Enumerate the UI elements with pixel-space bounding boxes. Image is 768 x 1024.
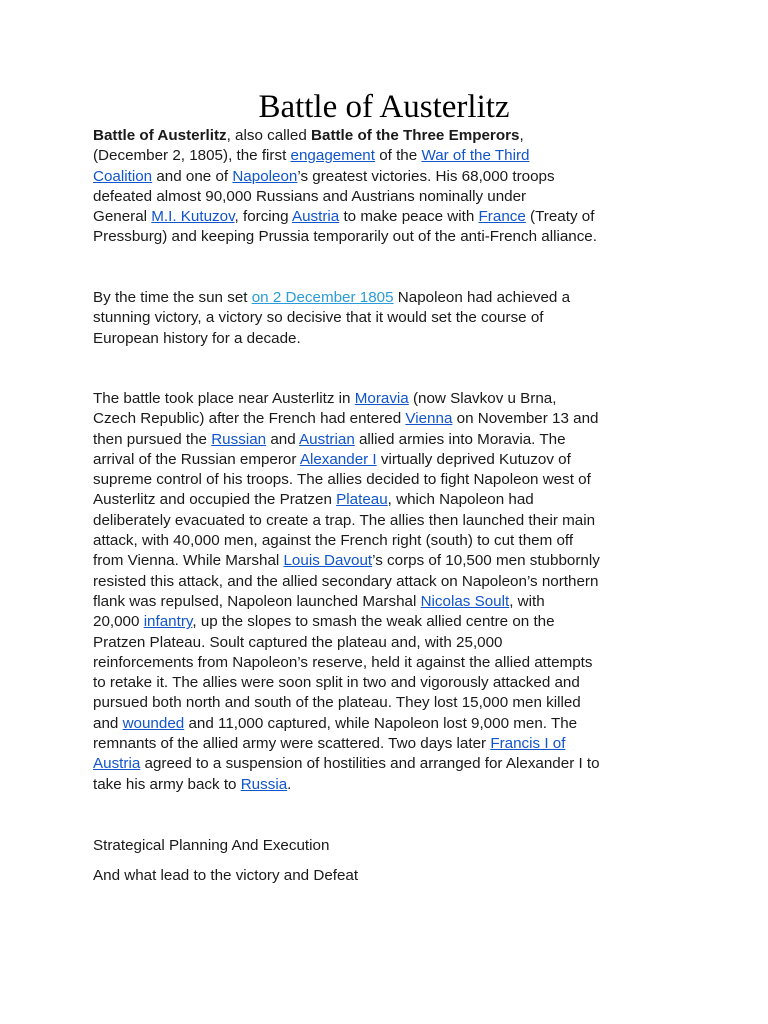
text-run: The battle took place near Austerlitz in [93,390,355,407]
text-run: then pursued the [93,430,212,448]
text-run: agreed to a suspension of hostilities and arranged for Alexander I to [140,755,600,773]
link-russian[interactable]: Russian [211,430,267,448]
text-line [93,187,683,207]
text-run: , with [509,592,545,610]
link-vienna[interactable]: Vienna [405,410,453,428]
section-heading-strategical: Strategical Planning And Execution [93,837,330,854]
link-austrian[interactable]: Austrian [299,430,355,448]
bold-term: Battle of the Three Emperors [311,127,520,144]
text-line [93,673,683,693]
text-run: remnants of the allied army were scattered. Two days later [93,735,491,753]
link-napoleon[interactable]: Napoleon [232,167,298,185]
text-line [93,288,683,308]
text-line [93,693,683,713]
link-moravia[interactable]: Moravia [354,390,409,407]
text-run: By the time the sun set [93,289,252,306]
text-run: (now Slavkov u Brna, [408,390,557,407]
text-line [93,653,683,673]
link-kutuzov[interactable]: M.I. Kutuzov [151,208,235,226]
text-run: ’s corps of 10,500 men stubbornly [372,552,600,570]
text-line [93,308,683,328]
text-run: resisted this attack, and the allied secondary attack on Napoleon’s northern [93,572,599,590]
text-run: pursued both north and south of the plateau. They lost 15,000 men killed [93,694,581,712]
text-run: , also called [226,127,312,144]
link-date[interactable]: on 2 December 1805 [251,289,394,306]
text-line [93,207,683,227]
text-line [93,490,683,510]
text-run: Czech Republic) after the French had entered [93,410,406,428]
text-line [93,572,683,592]
battle-paragraph [93,389,683,795]
text-run: of the [374,147,422,165]
text-run: to retake it. The allies were soon split in two and vigorously attacked and [93,674,580,692]
text-run: Austerlitz and occupied the Pratzen [93,491,337,509]
link-austria-2[interactable]: Austria [93,755,141,773]
text-run: to make peace with [339,208,479,226]
text-run: (December 2, 1805), the first [93,147,291,165]
link-austria[interactable]: Austria [291,208,340,226]
link-alexander-i[interactable]: Alexander I [299,450,377,468]
text-run: flank was repulsed, Napoleon launched Marshal [93,592,421,610]
text-run: and 11,000 captured, while Napoleon lost 9,000 men. The [184,714,578,732]
text-line [93,167,683,187]
document-title: Battle of Austerlitz [258,89,510,125]
text-line [93,146,683,166]
link-war-of-third-coalition[interactable]: War of the Third [421,147,530,165]
text-run: stunning victory, a victory so decisive that it would set the course of [93,309,544,327]
text-run: reinforcements from Napoleon’s reserve, held it against the allied attempts [93,653,593,671]
text-line [93,551,683,571]
intro-paragraph [93,126,683,248]
link-infantry[interactable]: infantry [143,613,193,631]
text-line [93,389,683,409]
text-run: and [93,714,123,732]
text-line [93,754,683,774]
link-plateau[interactable]: Plateau [336,491,388,509]
text-line [93,511,683,531]
link-nicolas-soult[interactable]: Nicolas Soult [420,592,510,610]
text-run: Pratzen Plateau. Soult captured the plateau and, with 25,000 [93,633,503,651]
link-louis-davout[interactable]: Louis Davout [283,552,373,570]
text-run: , up the slopes to smash the weak allied centre on the [192,613,555,631]
text-run: , which Napoleon had [387,491,534,509]
text-line [93,430,683,450]
section-heading-victory: And what lead to the victory and Defeat [93,867,359,884]
text-run: 20,000 [93,613,144,631]
text-run: take his army back to [93,775,241,793]
text-run: allied armies into Moravia. The [354,430,566,448]
link-wounded[interactable]: wounded [122,714,185,732]
text-line [93,450,683,470]
text-run: General [93,208,152,226]
text-run: Pressburg) and keeping Prussia temporarily out of the anti-French alliance. [93,228,597,246]
text-run: European history for a decade. [93,329,301,347]
link-engagement[interactable]: engagement [290,147,375,165]
text-run: , forcing [234,208,292,226]
text-line [93,775,683,795]
text-run: arrival of the Russian emperor [93,450,300,468]
bold-term: Battle of Austerlitz [93,127,227,144]
link-coalition[interactable]: Coalition [93,167,153,185]
text-run: and [266,430,300,448]
text-run: and one of [152,167,233,185]
text-line [93,633,683,653]
text-run: on November 13 and [452,410,599,428]
text-line [93,227,683,247]
text-run: Napoleon had achieved a [393,289,571,306]
text-run: ’s greatest victories. His 68,000 troops [297,167,555,185]
text-run: . [287,775,292,793]
text-line [93,409,683,429]
text-line [93,714,683,734]
text-run: defeated almost 90,000 Russians and Austrians nominally under [93,187,527,205]
text-run: attack, with 40,000 men, against the French right (south) to cut them off [93,532,574,550]
text-run: from Vienna. While Marshal [93,552,284,570]
text-line [93,734,683,754]
link-russia[interactable]: Russia [240,775,288,793]
text-line [93,592,683,612]
text-line [93,470,683,490]
text-run: virtually deprived Kutuzov of [376,450,571,468]
link-france[interactable]: France [478,208,526,226]
text-line [93,126,683,146]
text-run: supreme control of his troops. The allies decided to fight Napoleon west of [93,471,591,489]
sunset-paragraph [93,288,683,349]
text-line [93,612,683,632]
link-francis-i[interactable]: Francis I of [490,735,566,753]
text-run: deliberately evacuated to create a trap. The allies then launched their main [93,511,596,529]
text-run: (Treaty of [525,208,595,226]
text-run: , [519,127,524,144]
text-line [93,329,683,349]
text-line [93,531,683,551]
